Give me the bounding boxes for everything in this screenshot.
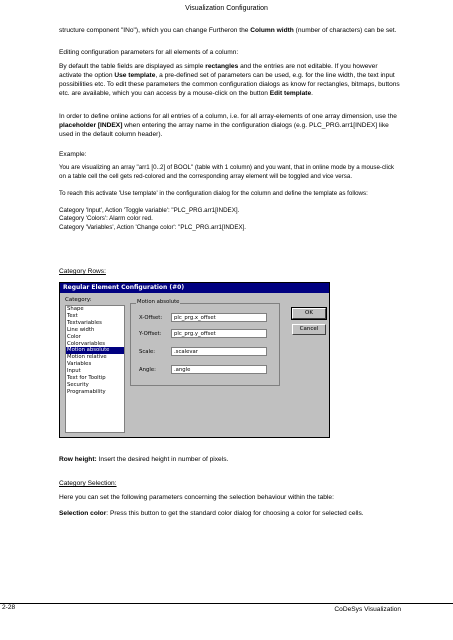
dialog-title-bar: Regular Element Configuration (#0) [60,283,329,293]
angle-input[interactable]: .angle [171,365,267,374]
category-item[interactable]: Line width [67,326,95,333]
y-offset-label: Y-Offset: [139,331,162,337]
paragraph-column-width: structure component "INo"), which you can change Furtheron the Column width (number of characters) can be set. [59,27,397,34]
running-header: Visualization Configuration [185,5,268,12]
example-colors-line: Category 'Colors': Alarm color red. [59,215,153,222]
category-list[interactable] [65,305,125,433]
category-rows-heading: Category Rows: [59,268,106,275]
example-variables-line: Category 'Variables', Action 'Change color': "PLC_PRG.arr1[INDEX]. [59,224,247,231]
ok-button[interactable]: OK [292,308,326,319]
selection-color-paragraph: Selection color: Press this button to get the standard color dialog for choosing a color for selected cells. [59,510,364,517]
paragraph-editing-config: Editing configuration parameters for all elements of a column: [59,49,239,56]
motion-absolute-group [130,299,280,386]
angle-label: Angle: [139,367,156,373]
footer-rule [0,603,453,604]
category-item[interactable]: Text [67,312,78,319]
x-offset-label: X-Offset: [139,315,163,321]
example-label: Example: [59,151,87,158]
category-selection-heading: Category Selection: [59,480,117,487]
example-description: You are visualizing an array "arr1 [0..2] of BOOL" (table with 1 column) and you want, that in online mode by a mouse-click on a table cell the cell gets red-colored and the corresponding array element will be toggled and vice versa. [59,164,395,180]
example-input-line: Category 'Input', Action 'Toggle variable': "PLC_PRG.arr1[INDEX]. [59,207,240,214]
category-item[interactable]: Textvariables [67,319,102,326]
scale-label: Scale: [139,349,156,355]
category-label: Category: [65,297,92,303]
y-offset-input[interactable]: plc_prg.y_offset [171,329,267,338]
footer-title: CoDeSys Visualization [334,606,401,613]
x-offset-input[interactable]: plc_prg.x_offset [171,313,267,322]
category-item[interactable]: Motion relative [67,354,107,361]
category-item[interactable]: Text for Tooltip [67,375,106,382]
category-item[interactable]: Security [67,381,89,388]
example-instruction: To reach this activate 'Use template' in the configuration dialog for the column and define the template as follows: [59,190,368,197]
row-height-paragraph: Row height: Insert the desired height in number of pixels. [59,456,229,463]
page-number: 2-28 [2,604,16,611]
category-item[interactable]: Shape [67,306,84,312]
regular-element-config-dialog [59,282,330,438]
paragraph-placeholder-index: In order to define online actions for all entries of a column, i.e. for all array-elements of one array dimension, use the placeholder [INDEX] when entering the array name in the configuration dialogs (e.g. PLC_PRG.arr1[INDEX] like used in the default column header). [59,113,397,138]
paragraph-use-template: By default the table fields are displayed as simple rectangles and the entries are not editable. If you however activate the option Use template, a pre-defined set of parameters can be used, e.g. for the line width, the text input possibilities etc. To edit these parameters the common configuration dialogs as know for rectangles, bitmaps, buttons etc. are available, which you can access by a mouse-click on the button Edit template. [59,63,400,97]
category-item[interactable]: Color [67,333,81,340]
category-item[interactable]: Programability [67,388,106,395]
cancel-button[interactable]: Cancel [292,324,326,335]
category-item[interactable]: Input [67,368,81,375]
category-item[interactable]: Variables [67,361,92,368]
category-item-selected[interactable]: Motion absolute [66,347,124,354]
category-item[interactable]: Colorvariables [67,340,105,347]
group-title: Motion absolute [137,299,180,305]
scale-input[interactable]: .scalevar [171,347,267,356]
selection-parameters-paragraph: Here you can set the following parameters concerning the selection behaviour within the table: [59,494,334,501]
